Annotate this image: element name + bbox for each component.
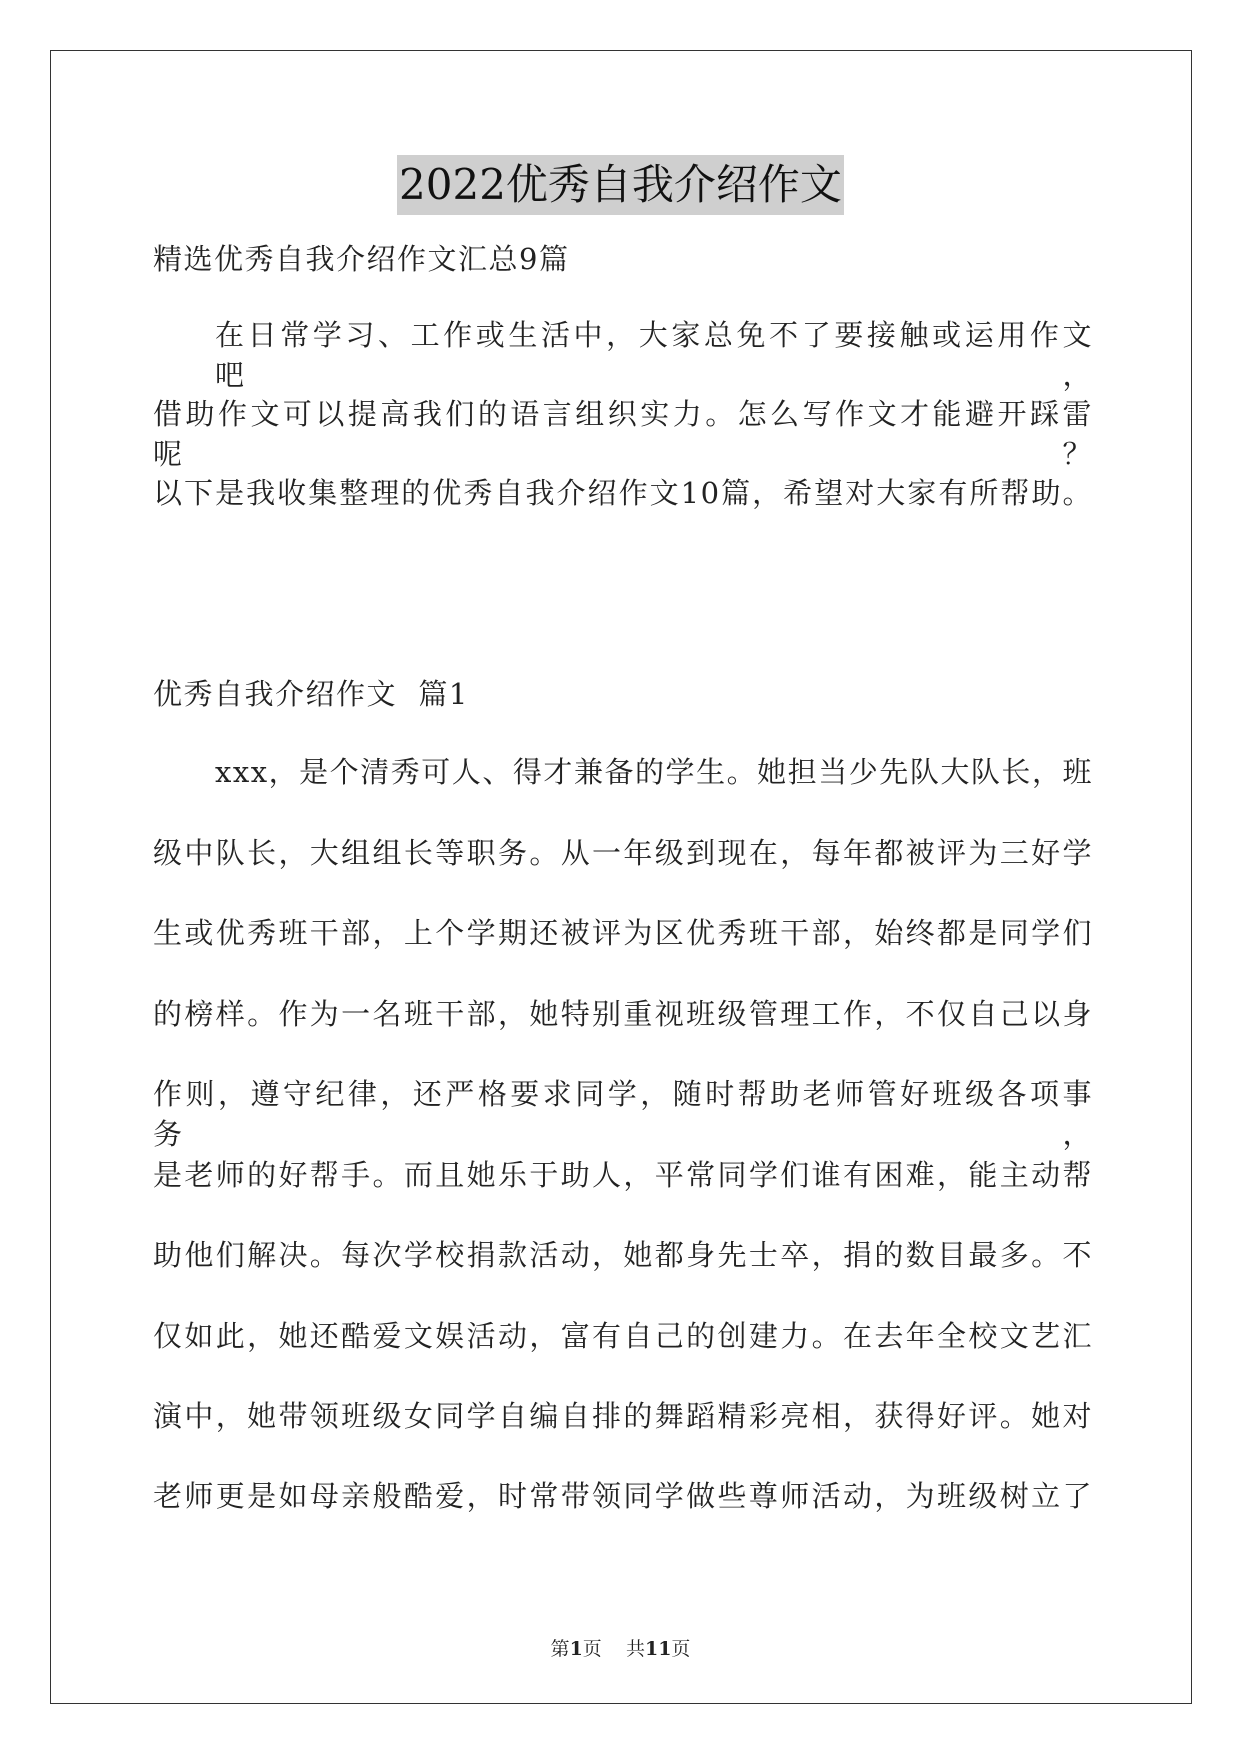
body-line-9: 演中，她带领班级女同学自编自排的舞蹈精彩亮相，获得好评。她对 bbox=[153, 1399, 1093, 1433]
document-title bbox=[0, 155, 1241, 218]
document-title-text: 2022优秀自我介绍作文 bbox=[397, 155, 844, 215]
footer-current-page: 1 bbox=[569, 1638, 583, 1660]
section-heading: 优秀自我介绍作文 篇1 bbox=[153, 677, 469, 711]
intro-line-3: 以下是我收集整理的优秀自我介绍作文10篇，希望对大家有所帮助。 bbox=[153, 476, 1093, 510]
body-line-10: 老师更是如母亲般酷爱，时常带领同学做些尊师活动，为班级树立了 bbox=[153, 1479, 1093, 1513]
body-line-1: xxx，是个清秀可人、得才兼备的学生。她担当少先队大队长，班 bbox=[215, 755, 1093, 789]
body-line-6: 是老师的好帮手。而且她乐于助人，平常同学们谁有困难，能主动帮 bbox=[153, 1158, 1093, 1192]
footer-total-pages: 11 bbox=[644, 1638, 672, 1660]
footer-page-mid: 页 共 bbox=[582, 1638, 645, 1660]
body-line-3: 生或优秀班干部，上个学期还被评为区优秀班干部，始终都是同学们 bbox=[153, 916, 1093, 950]
page-footer bbox=[0, 1634, 1241, 1661]
body-line-5: 作则，遵守纪律，还严格要求同学，随时帮助老师管好班级各项事务， bbox=[153, 1077, 1093, 1151]
body-line-2: 级中队长，大组组长等职务。从一年级到现在，每年都被评为三好学 bbox=[153, 836, 1093, 870]
body-line-8: 仅如此，她还酷爱文娱活动，富有自己的创建力。在去年全校文艺汇 bbox=[153, 1319, 1093, 1353]
intro-line-1: 在日常学习、工作或生活中，大家总免不了要接触或运用作文吧， bbox=[215, 318, 1093, 392]
subtitle: 精选优秀自我介绍作文汇总9篇 bbox=[153, 242, 570, 276]
footer-page-prefix: 第 bbox=[550, 1638, 570, 1660]
page-border bbox=[50, 50, 1192, 1704]
intro-line-2: 借助作文可以提高我们的语言组织实力。怎么写作文才能避开踩雷呢？ bbox=[153, 397, 1093, 471]
body-line-7: 助他们解决。每次学校捐款活动，她都身先士卒，捐的数目最多。不 bbox=[153, 1238, 1093, 1272]
footer-page-suffix: 页 bbox=[671, 1638, 691, 1660]
body-line-4: 的榜样。作为一名班干部，她特别重视班级管理工作，不仅自己以身 bbox=[153, 997, 1093, 1031]
